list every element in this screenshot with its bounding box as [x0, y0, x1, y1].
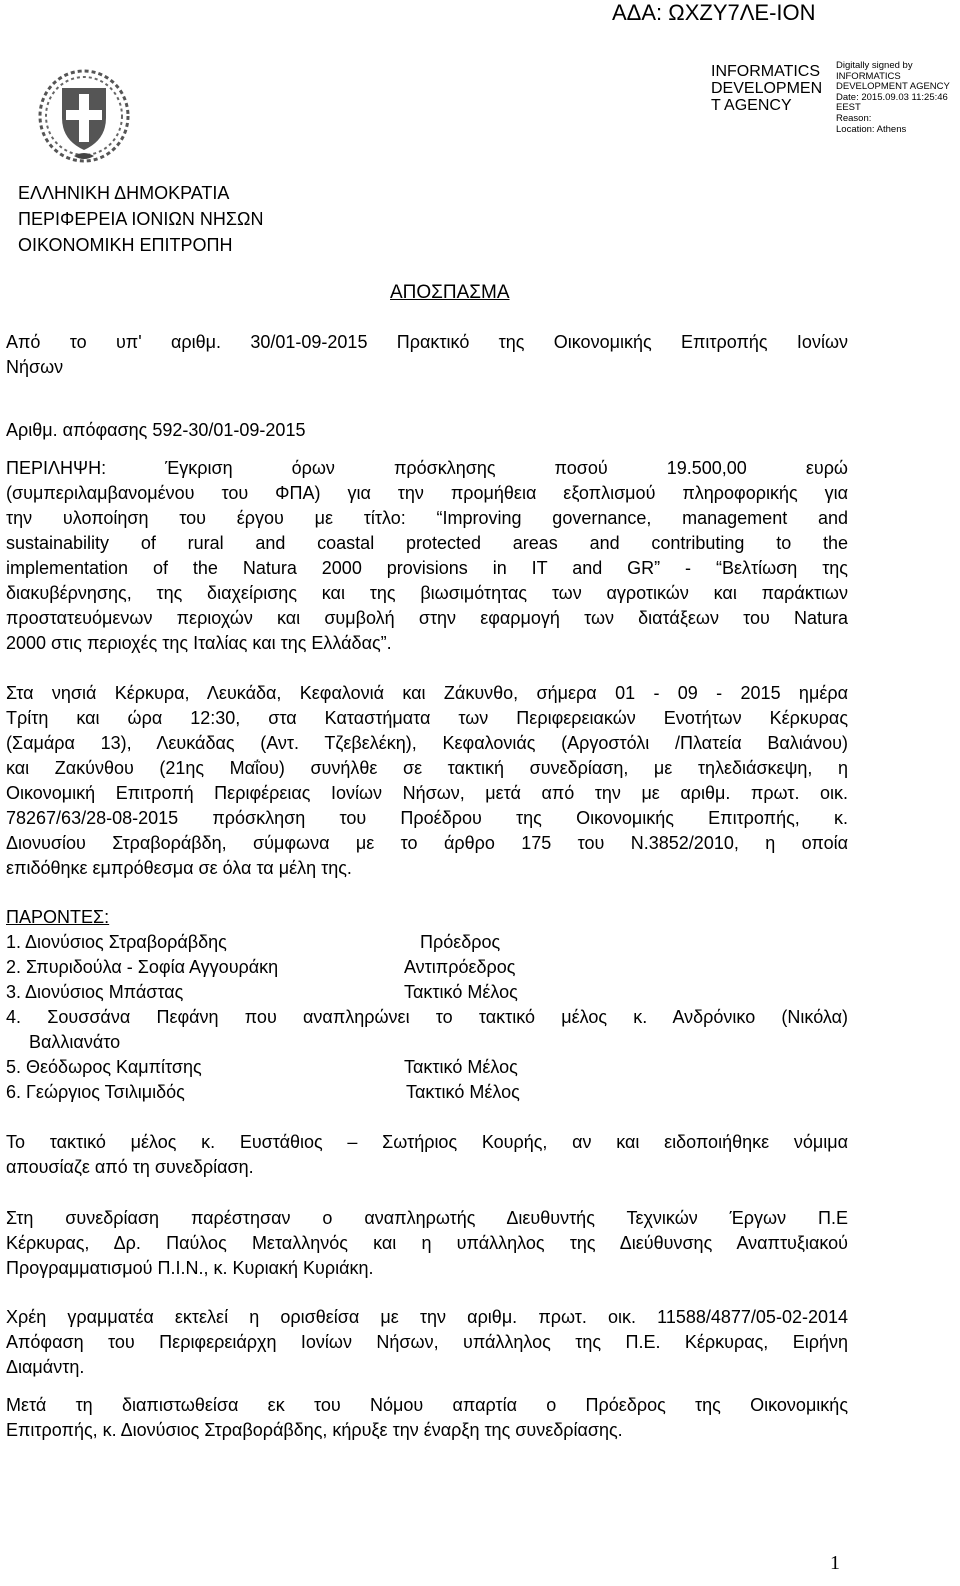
member-name: 4. Σουσσάνα Πεφάνη που αναπληρώνει το τακτικό μέλος κ. Ανδρόνικο (Νικόλα): [6, 1007, 848, 1027]
authority-line: ΠΕΡΙΦΕΡΕΙΑ ΙΟΝΙΩΝ ΝΗΣΩΝ: [18, 209, 264, 229]
member-name: 3. Διονύσιος Μπάστας: [6, 982, 184, 1002]
ada-code: ΑΔΑ: ΩΧΖΥ7ΛΕ-ΙΟΝ: [612, 0, 816, 25]
member-name: 6. Γεώργιος Τσιλιμιδός: [6, 1082, 185, 1102]
page-number: 1: [830, 1552, 840, 1574]
text-line: Επιτροπής, κ. Διονύσιος Στραβοράβδης, κήρυξε την έναρξη της συνεδρίασης.: [6, 1420, 623, 1440]
text-line: απουσίαζε από τη συνεδρίαση.: [6, 1157, 254, 1177]
issuing-authority: [18, 180, 263, 258]
digital-signature-details: [836, 61, 950, 135]
text-line: Απόφαση του Περιφερειάρχη Ιονίων Νήσων, υπάλληλος της Π.Ε. Κέρκυρας, Ειρήνη: [6, 1332, 848, 1352]
signature-organization: [711, 63, 829, 114]
text-line: 78267/63/28-08-2015 πρόσκληση του Προέδρου της Οικονομικής Επιτροπής, κ.: [6, 808, 848, 828]
text-line: ΠΕΡΙΛΗΨΗ: Έγκριση όρων πρόσκλησης ποσού 19.500,00 ευρώ: [6, 458, 848, 478]
present-member: [6, 980, 518, 1005]
text-line: sustainability of rural and coastal protected areas and contributing to the: [6, 533, 848, 553]
text-line: Το τακτικό μέλος κ. Ευστάθιος – Σωτήριος Κουρής, αν και ειδοποιήθηκε νόμιμα: [6, 1132, 848, 1152]
authority-line: ΕΛΛΗΝΙΚΗ ΔΗΜΟΚΡΑΤΙΑ: [18, 183, 230, 203]
present-member: [6, 1005, 848, 1055]
text-line: Νήσων: [6, 357, 64, 377]
present-member: [6, 955, 516, 980]
signature-org-line: INFORMATICS: [711, 63, 821, 80]
member-name: 1. Διονύσιος Στραβοράβδης: [6, 932, 227, 952]
present-member: [6, 930, 501, 955]
signature-meta-line: EEST: [836, 102, 861, 114]
text-line: και Ζακύνθου (21ης Μαΐου) συνήλθε σε τακτική συνεδρίαση, με τηλεδιάσκεψη, η: [6, 758, 848, 778]
text-line: προστατευόμενων περιοχών και συμβολή στην εφαρμογή των διατάξεων του Natura: [6, 608, 848, 628]
signature-meta-line: Date: 2015.09.03 11:25:46: [836, 91, 948, 103]
text-line: επιδόθηκε εμπρόθεσμα σε όλα τα μέλη της.: [6, 858, 352, 878]
text-line: Κέρκυρας, Δρ. Παύλος Μεταλληνός και η υπάλληλος της Διεύθυνσης Αναπτυξιακού: [6, 1233, 848, 1253]
member-name: 2. Σπυριδούλα - Σοφία Αγγουράκη: [6, 957, 279, 977]
quorum-paragraph: [6, 1393, 848, 1443]
text-line: (συμπεριλαμβανομένου του ΦΠΑ) για την προμήθεια εξοπλισμού πληροφορικής για: [6, 483, 848, 503]
text-line: (Σαμάρα 13), Λευκάδας (Αντ. Τζεβελέκη), Κεφαλονιάς (Αργοστόλι /Πλατεία Βαλιάνου): [6, 733, 848, 753]
present-member: [6, 1080, 520, 1105]
member-role: Βαλλιανάτο: [29, 1032, 121, 1052]
present-members-heading: ΠΑΡΟΝΤΕΣ:: [6, 907, 110, 927]
present-member: [6, 1055, 518, 1080]
text-line: την υλοποίηση του έργου με τίτλο: “Improving governance, management and: [6, 508, 848, 528]
member-name: 5. Θεόδωρος Καμπίτσης: [6, 1057, 202, 1077]
attendees-paragraph: [6, 1206, 848, 1281]
text-line: Από το υπ' αριθμ. 30/01-09-2015 Πρακτικό της Οικονομικής Επιτροπής Ιονίων: [6, 332, 848, 352]
text-line: Στα νησιά Κέρκυρα, Λευκάδα, Κεφαλονιά και Ζάκυνθο, σήμερα 01 - 09 - 2015 ημέρα: [6, 683, 848, 703]
signature-org-line: DEVELOPMEN: [711, 80, 823, 97]
signature-meta-line: Reason:: [836, 112, 872, 124]
member-role: Τακτικό Μέλος: [404, 982, 518, 1002]
document-title: ΑΠΟΣΠΑΣΜΑ: [390, 282, 510, 303]
minutes-reference: [6, 330, 848, 380]
member-role: Πρόεδρος: [420, 932, 501, 952]
text-line: Προγραμματισμού Π.Ι.Ν., κ. Κυριακή Κυριάκη.: [6, 1258, 374, 1278]
text-line: Αριθμ. απόφασης 592-30/01-09-2015: [6, 420, 306, 440]
text-line: Διαμάντη.: [6, 1357, 85, 1377]
text-line: διακυβέρνησης, της διαχείρισης και της βιωσιμότητας των αγροτικών και παράκτιων: [6, 583, 848, 603]
text-line: Χρέη γραμματέα εκτελεί η ορισθείσα με την αριθμ. πρωτ. οικ. 11588/4877/05-02-2014: [6, 1307, 848, 1327]
summary-paragraph: [6, 456, 848, 656]
member-role: Τακτικό Μέλος: [406, 1082, 520, 1102]
decision-number: [6, 418, 848, 443]
authority-line: ΟΙΚΟΝΟΜΙΚΗ ΕΠΙΤΡΟΠΗ: [18, 235, 233, 255]
signature-meta-line: DEVELOPMENT AGENCY: [836, 81, 950, 93]
signature-org-line: T AGENCY: [711, 97, 792, 114]
greek-coat-of-arms-icon: [36, 66, 132, 166]
secretary-paragraph: [6, 1305, 848, 1380]
text-line: implementation of the Natura 2000 provisions in IT and GR” - “Βελτίωση της: [6, 558, 848, 578]
text-line: Μετά τη διαπιστωθείσα εκ του Νόμου απαρτία ο Πρόεδρος της Οικονομικής: [6, 1395, 848, 1415]
text-line: Διονυσίου Στραβοράβδη, σύμφωνα με το άρθρο 175 του Ν.3852/2010, η οποία: [6, 833, 848, 853]
signature-meta-line: INFORMATICS: [836, 70, 901, 82]
text-line: 2000 στις περιοχές της Ιταλίας και της Ελλάδας”.: [6, 633, 392, 653]
absent-paragraph: [6, 1130, 848, 1180]
signature-meta-line: Location: Athens: [836, 123, 907, 135]
text-line: Στη συνεδρίαση παρέστησαν ο αναπληρωτής Διευθυντής Τεχνικών Έργων Π.Ε: [6, 1208, 848, 1228]
text-line: Οικονομική Επιτροπή Περιφέρειας Ιονίων Νήσων, μετά από την με αριθμ. πρωτ. οικ.: [6, 783, 848, 803]
signature-meta-line: Digitally signed by: [836, 60, 913, 71]
meeting-paragraph: [6, 681, 848, 881]
member-role: Τακτικό Μέλος: [404, 1057, 518, 1077]
text-line: Τρίτη και ώρα 12:30, στα Καταστήματα των Περιφερειακών Ενοτήτων Κέρκυρας: [6, 708, 848, 728]
member-role: Αντιπρόεδρος: [404, 957, 516, 977]
